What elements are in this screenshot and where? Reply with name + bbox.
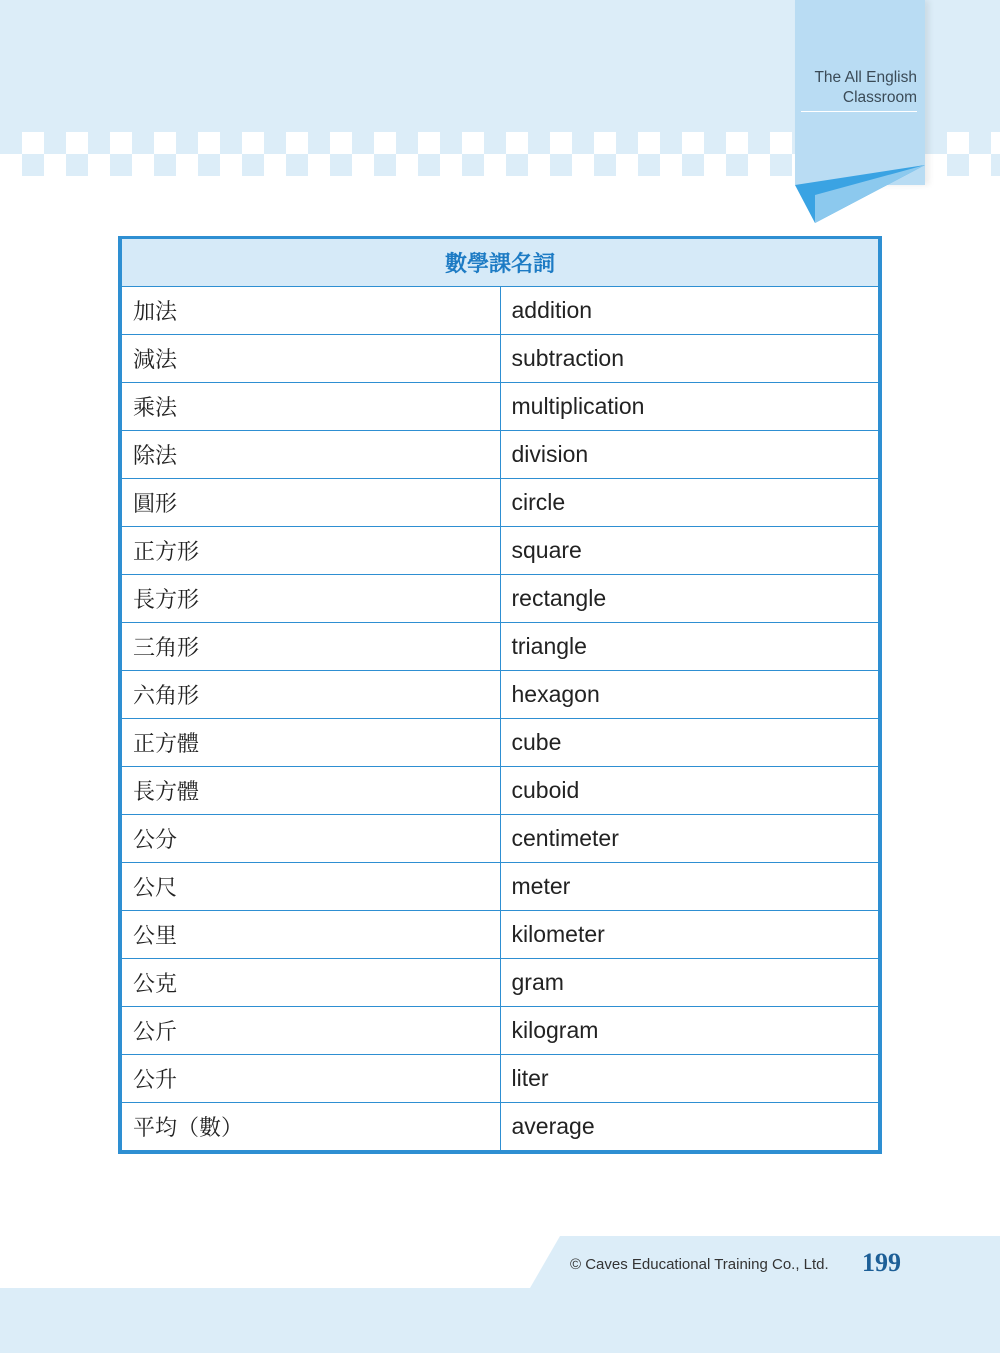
- term-chinese: 長方體: [120, 767, 500, 815]
- table-row: [120, 815, 880, 863]
- page-number: 199: [862, 1248, 901, 1277]
- table-row: [120, 911, 880, 959]
- table-row: [120, 575, 880, 623]
- section-tab-rule: [801, 111, 917, 112]
- term-chinese: 公克: [120, 959, 500, 1007]
- table-row: [120, 623, 880, 671]
- table-row: [120, 767, 880, 815]
- table-title: 數學課名詞: [120, 238, 880, 287]
- table-row: [120, 383, 880, 431]
- term-chinese: 圓形: [120, 479, 500, 527]
- term-chinese: 公分: [120, 815, 500, 863]
- table-row: [120, 335, 880, 383]
- term-chinese: 加法: [120, 287, 500, 335]
- term-chinese: 三角形: [120, 623, 500, 671]
- vocabulary-table-wrapper: [118, 236, 882, 1154]
- term-chinese: 正方形: [120, 527, 500, 575]
- term-english: subtraction: [500, 335, 880, 383]
- term-english: hexagon: [500, 671, 880, 719]
- term-chinese: 公斤: [120, 1007, 500, 1055]
- term-english: cuboid: [500, 767, 880, 815]
- term-chinese: 正方體: [120, 719, 500, 767]
- copyright-text: © Caves Educational Training Co., Ltd.: [570, 1256, 829, 1273]
- term-english: rectangle: [500, 575, 880, 623]
- term-chinese: 平均（數）: [120, 1103, 500, 1153]
- term-english: kilogram: [500, 1007, 880, 1055]
- term-english: square: [500, 527, 880, 575]
- term-english: liter: [500, 1055, 880, 1103]
- table-row: [120, 719, 880, 767]
- term-english: circle: [500, 479, 880, 527]
- vocabulary-table: [118, 236, 882, 1154]
- term-chinese: 長方形: [120, 575, 500, 623]
- table-row: [120, 287, 880, 335]
- table-row: [120, 863, 880, 911]
- term-chinese: 公尺: [120, 863, 500, 911]
- section-tab-title-line2: Classroom: [842, 89, 917, 106]
- term-chinese: 除法: [120, 431, 500, 479]
- table-row: [120, 527, 880, 575]
- footer-band: [0, 1288, 1000, 1353]
- table-row: [120, 671, 880, 719]
- term-chinese: 乘法: [120, 383, 500, 431]
- term-english: division: [500, 431, 880, 479]
- table-row: [120, 479, 880, 527]
- tab-fold: [795, 165, 925, 225]
- term-english: average: [511, 1113, 595, 1139]
- section-tab: [795, 0, 925, 185]
- term-english: triangle: [500, 623, 880, 671]
- section-tab-title-line1: The All English: [814, 69, 917, 86]
- term-chinese: 減法: [120, 335, 500, 383]
- term-chinese: 六角形: [120, 671, 500, 719]
- table-row: [120, 431, 880, 479]
- term-english: meter: [500, 863, 880, 911]
- term-english: gram: [500, 959, 880, 1007]
- table-row: [120, 1007, 880, 1055]
- table-row: [120, 1055, 880, 1103]
- section-tab-title: [799, 68, 917, 108]
- term-english: multiplication: [500, 383, 880, 431]
- table-row: [120, 1103, 880, 1153]
- term-english: cube: [500, 719, 880, 767]
- term-english: centimeter: [500, 815, 880, 863]
- term-english: kilometer: [500, 911, 880, 959]
- term-chinese: 公里: [120, 911, 500, 959]
- term-english: addition: [500, 287, 880, 335]
- term-chinese: 公升: [120, 1055, 500, 1103]
- table-row: [120, 959, 880, 1007]
